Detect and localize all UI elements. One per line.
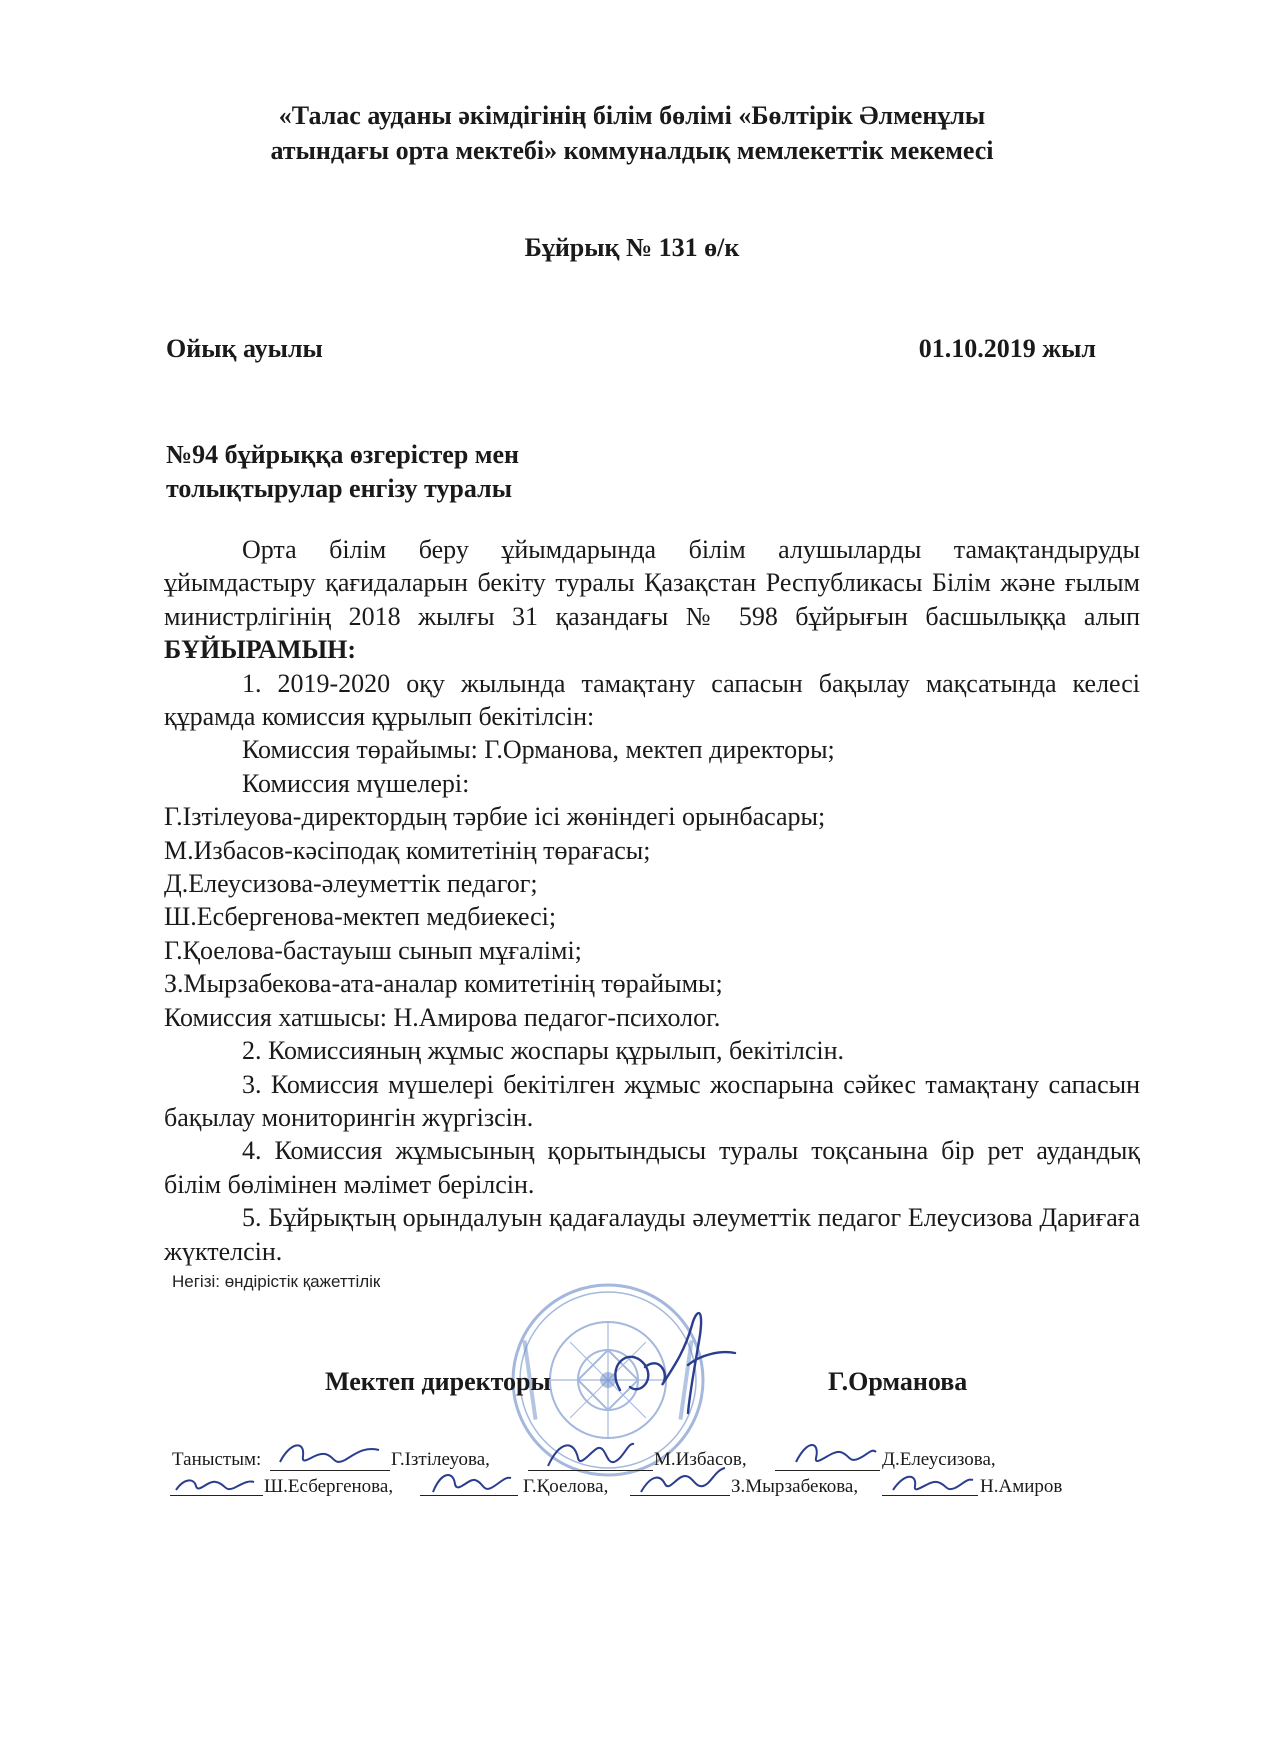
item-3: 3. Комиссия мүшелері бекітілген жұмыс жоспарына сәйкес тамақтану сапасын бақылау мониторингін жүргізсін. [164,1069,1140,1132]
header-line-2: атындағы орта мектебі» коммуналдық мемлекеттік мекемесі [270,136,994,165]
intro-text: Орта білім беру ұйымдарында білім алушыларды тамақтандыруды ұйымдастыру қағидаларын бекіту туралы Қазақстан Республикасы Білім және ғылым министрлігінің 2018 жылғы 31 қазандағы № 598 бұйрығын басшылыққа алып [164,535,1140,631]
handwritten-signature-icon [275,1432,385,1474]
handwritten-signature-icon [635,1458,730,1502]
handwritten-signature-icon [790,1432,880,1474]
director-name: Г.Орманова [828,1367,968,1396]
basis-note: Негізі: өндірістік қажеттілік [172,1272,381,1291]
ack-name-1: Г.Ізтілеуова, [391,1449,490,1470]
handwritten-signature-icon [540,1432,640,1474]
handwritten-signature-icon [885,1460,975,1502]
item-2: 2. Комиссияның жұмыс жоспары құрылып, бекітілсін. [242,1036,844,1066]
ack-name-6: З.Мырзабекова, [731,1476,859,1497]
subject-line-1: №94 бұйрыққа өзгерістер мен [166,440,520,469]
ack-name-7: Н.Амиров [980,1476,1063,1497]
item-1: 1. 2019-2020 оқу жылында тамақтану сапасын бақылау мақсатында келесі құрамда комиссия құрылып бекітілсін: [164,668,1140,732]
order-number: Бұйрық № 131 ө/к [524,233,740,262]
member-2: М.Избасов-кәсіподақ комитетінің төрағасы; [164,835,651,865]
commission-members-label: Комиссия мүшелері: [242,768,470,798]
order-place: Ойық ауылы [166,334,323,363]
member-6: З.Мырзабекова-ата-аналар комитетінің төрайымы; [164,969,723,999]
member-4: Ш.Есбергенова-мектеп медбиекесі; [164,902,557,932]
ack-name-4: Ш.Есбергенова, [264,1476,394,1497]
director-title: Мектеп директоры [325,1367,551,1396]
member-5: Г.Қоелова-бастауыш сынып мұғалімі; [164,935,582,965]
handwritten-signature-icon [170,1460,260,1502]
handwritten-signature-icon [425,1460,515,1502]
commission-secretary: Комиссия хатшысы: Н.Амирова педагог-психолог. [164,1002,721,1032]
subject-line-2: толықтырулар енгізу туралы [166,474,512,503]
item-4: 4. Комиссия жұмысының қорытындысы туралы тоқсанына бір рет аудандық білім бөлімінен мәлімет берілсін. [164,1136,1140,1199]
ack-name-2: М.Избасов, [654,1449,747,1470]
member-1: Г.Ізтілеуова-директордың тәрбие ісі жөніндегі орынбасары; [164,802,826,832]
ack-name-5: Г.Қоелова, [523,1476,609,1497]
commission-chair: Комиссия төрайымы: Г.Орманова, мектеп директоры; [242,735,835,765]
acknowledgment-label: Таныстым: [172,1449,262,1470]
order-date: 01.10.2019 жыл [918,334,1096,363]
order-word: БҰЙЫРАМЫН: [164,635,357,665]
member-3: Д.Елеусизова-әлеуметтік педагог; [164,869,538,899]
ack-name-3: Д.Елеусизова, [882,1449,996,1470]
header-line-1: «Талас ауданы әкімдігінің білім бөлімі «Бөлтірік Әлменұлы [278,101,986,130]
item-5: 5. Бұйрықтың орындалуын қадағалауды әлеуметтік педагог Елеусизова Дариғаға жүктелсін. [164,1203,1140,1266]
